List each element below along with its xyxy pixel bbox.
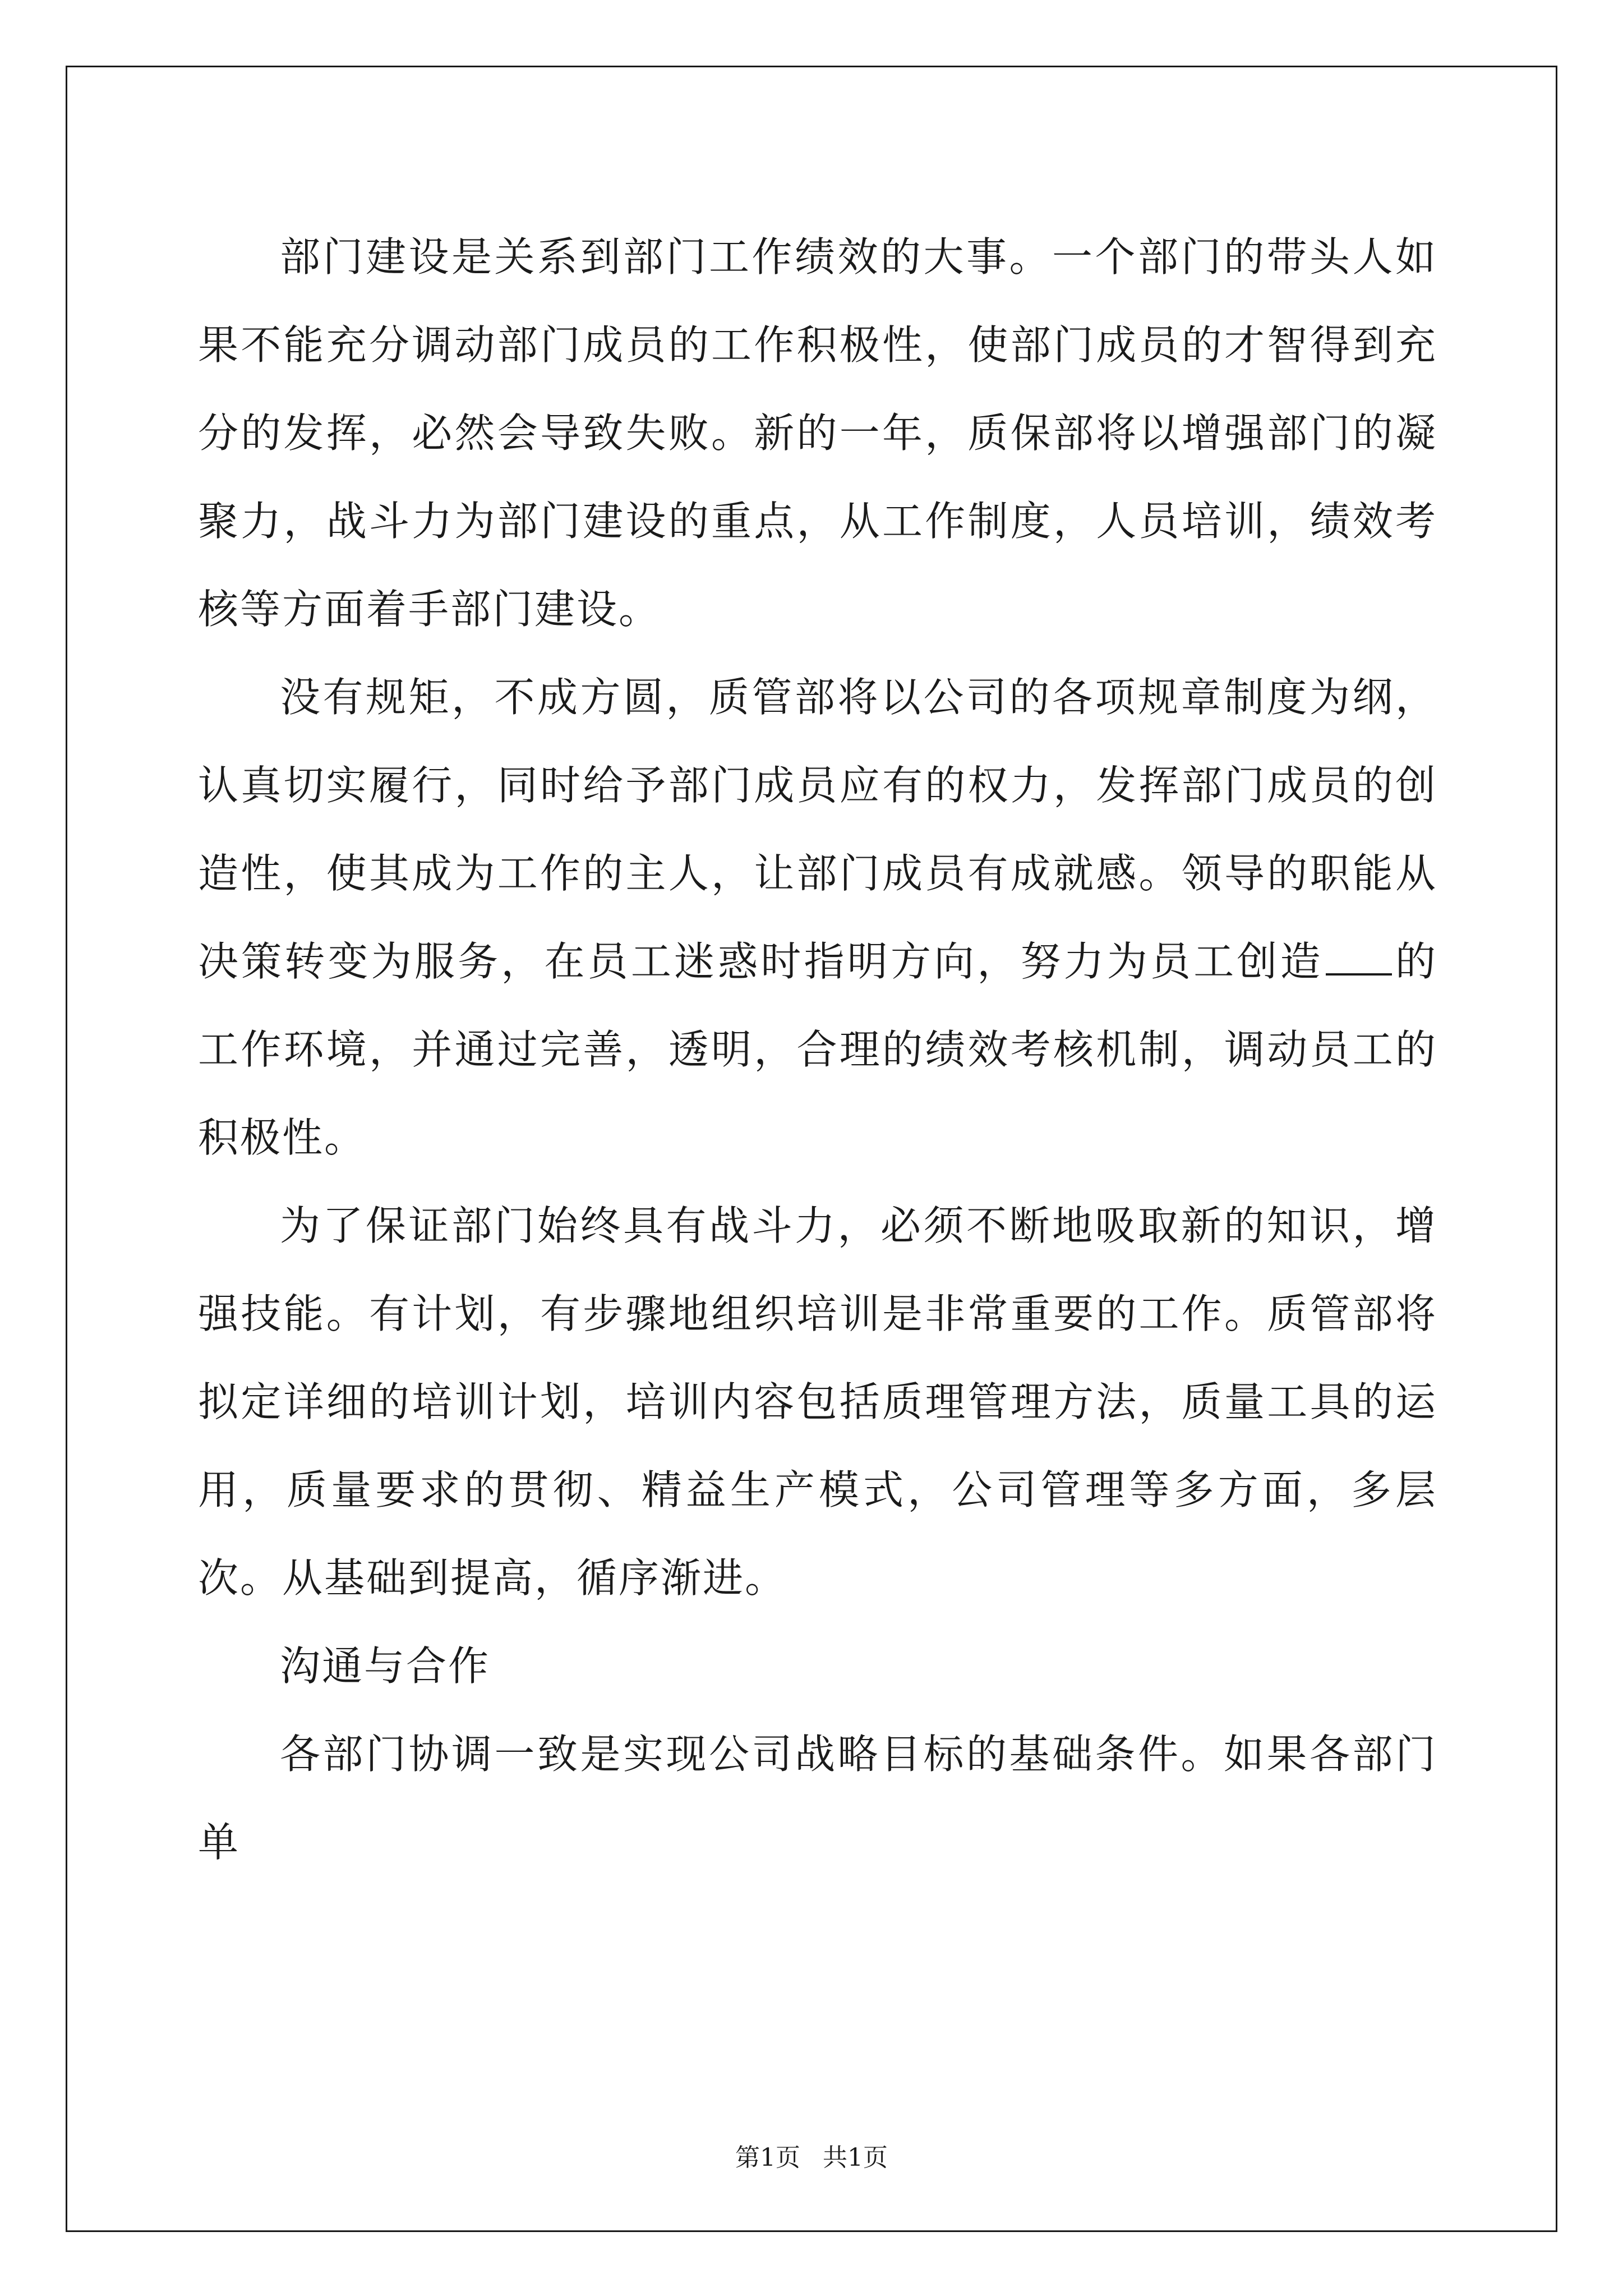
paragraph-coordination: 各部门协调一致是实现公司战略目标的基础条件。如果各部门单 [198, 1731, 1437, 1866]
section-heading-communication: 沟通与合作 [280, 1642, 491, 1690]
page-total: 共1页 [823, 2143, 888, 2172]
paragraph-text-after-blank: 的工作环境，并通过完善，透明，合理的绩效考核机制，调动员工的积极性。 [198, 938, 1437, 1161]
document-body [198, 213, 1437, 1887]
paragraph-department-building: 部门建设是关系到部门工作绩效的大事。一个部门的带头人如果不能充分调动部门成员的工作积极性，使部门成员的才智得到充分的发挥，必然会导致失败。新的一年，质保部将以增强部门的凝聚力，战斗力为部门建设的重点，从工作制度，人员培训，绩效考核等方面着手部门建设。 [198, 233, 1437, 633]
fill-in-blank [1326, 940, 1392, 976]
paragraph-rules-and-regulations [198, 654, 1437, 1182]
paragraph-text-before-blank: 没有规矩，不成方圆，质管部将以公司的各项规章制度为纲，认真切实履行，同时给予部门成员应有的权力，发挥部门成员的创造性，使其成为工作的主人，让部门成员有成就感。领导的职能从决策转变为服务，在员工迷惑时指明方向，努力为员工创造 [198, 674, 1437, 985]
paragraph-training-plan: 为了保证部门始终具有战斗力，必须不断地吸取新的知识，增强技能。有计划，有步骤地组织培训是非常重要的工作。质管部将拟定详细的培训计划，培训内容包括质理管理方法，质量工具的运用，质量要求的贯彻、精益生产模式，公司管理等多方面，多层次。从基础到提高，循序渐进。 [198, 1202, 1437, 1602]
page-number: 第1页 [735, 2143, 800, 2172]
page-footer [0, 2137, 1623, 2173]
